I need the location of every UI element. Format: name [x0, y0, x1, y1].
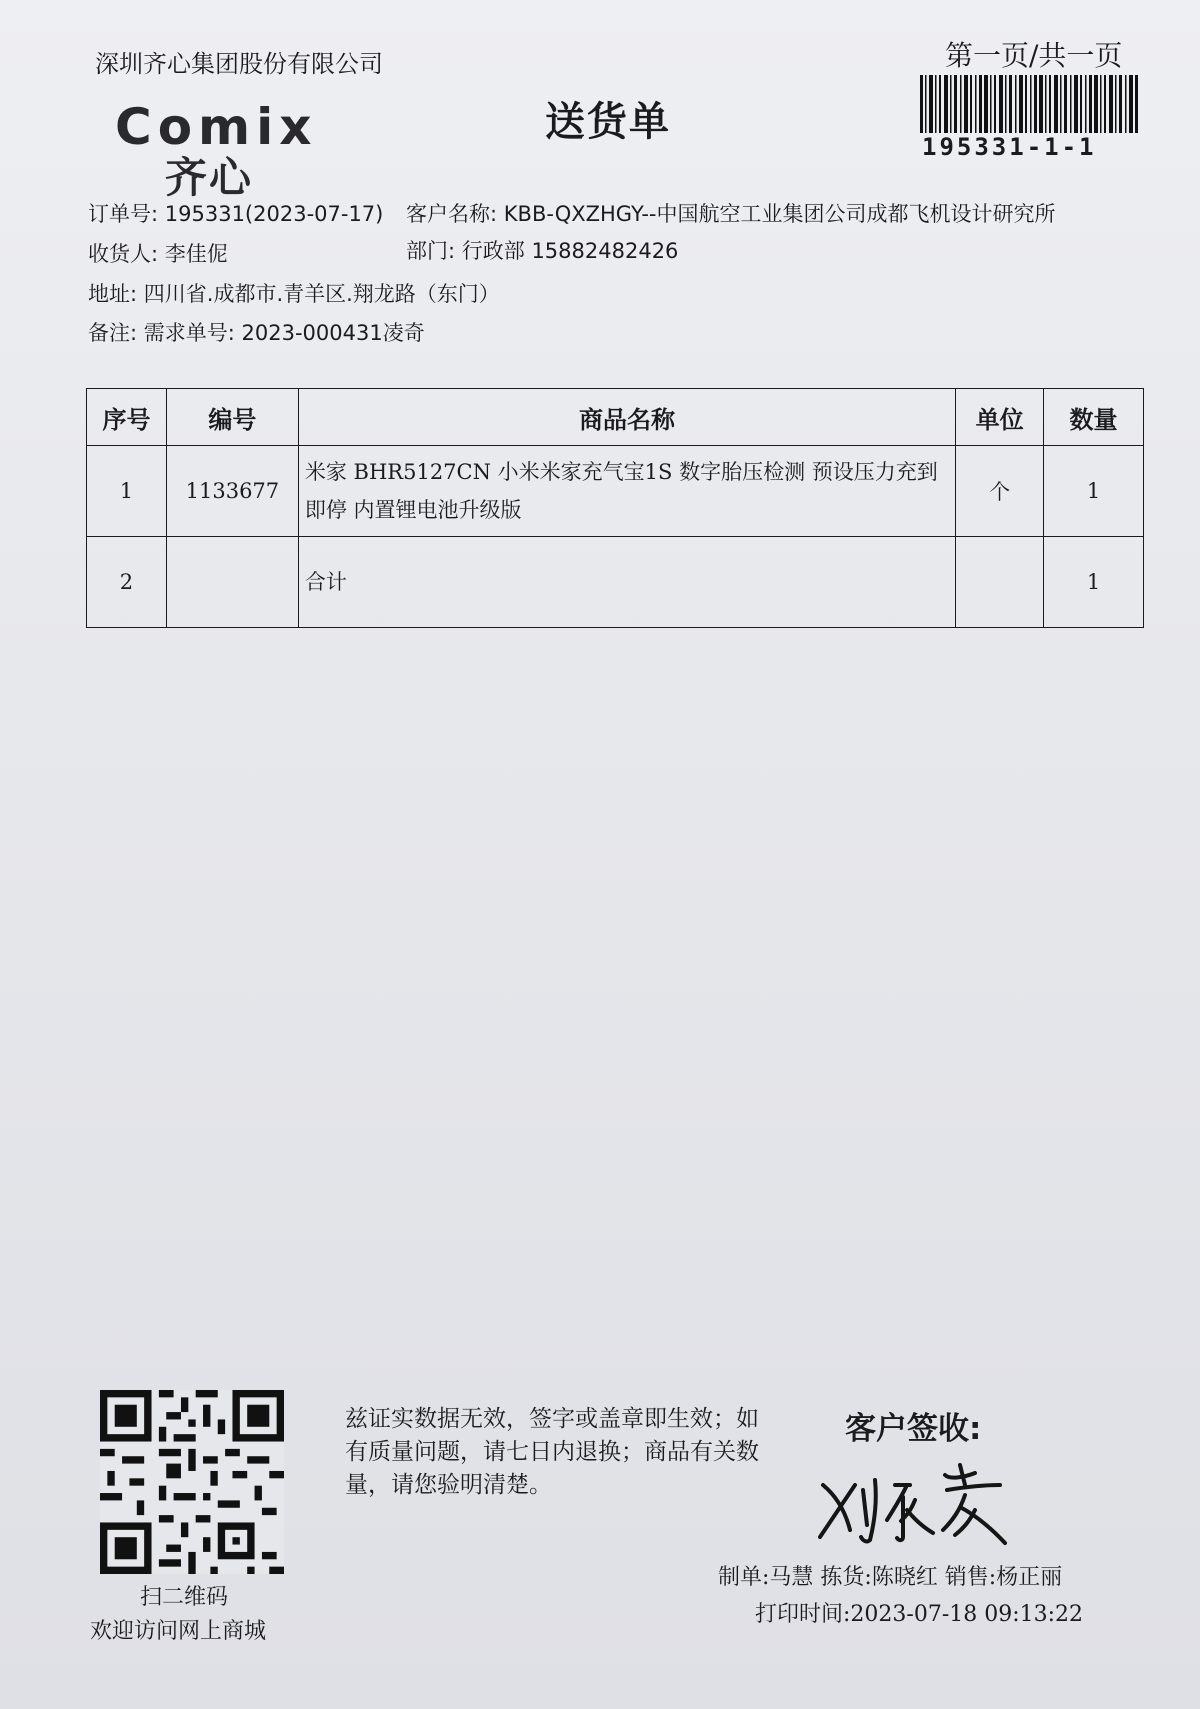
cell-code: 1133677 [166, 446, 298, 537]
page-info: 第一页/共一页 [945, 39, 1123, 72]
comix-logo-chinese: 齐心 [165, 153, 254, 202]
address: 地址: 四川省.成都市.青羊区.翔龙路（东门） [88, 282, 500, 306]
table-row [87, 537, 1144, 628]
notice-text: 兹证实数据无效，签字或盖章即生效；如有质量问题，请七日内退换；商品有关数量，请您验明清楚。 [345, 1406, 759, 1498]
document-title: 送货单 [545, 99, 671, 145]
qr-caption-welcome: 欢迎访问网上商城 [90, 1619, 267, 1644]
remark: 备注: 需求单号: 2023-000431凌奇 [88, 321, 425, 345]
col-seq: 序号 [87, 389, 167, 446]
qr-code [100, 1390, 284, 1574]
col-unit: 单位 [956, 389, 1044, 446]
items-table [86, 388, 1144, 628]
col-code: 编号 [166, 389, 298, 446]
col-name: 商品名称 [298, 389, 955, 446]
barcode-number: 195331-1-1 [922, 133, 1097, 161]
cell-code [166, 537, 298, 628]
cell-unit [956, 537, 1044, 628]
order-number: 订单号: 195331(2023-07-17) [88, 202, 384, 226]
customer-sign-label: 客户签收: [845, 1411, 982, 1447]
cell-seq: 2 [87, 537, 167, 628]
receiver: 收货人: 李佳伲 [88, 242, 228, 266]
customer-name: 客户名称: KBB-QXZHGY--中国航空工业集团公司成都飞机设计研究所 [406, 202, 1056, 226]
staff-info: 制单:马慧 拣货:陈晓红 销售:杨正丽 [718, 1565, 1063, 1590]
department: 部门: 行政部 15882482426 [406, 239, 679, 263]
barcode [920, 75, 1138, 133]
cell-qty: 1 [1044, 446, 1144, 537]
comix-logo: Comix [115, 98, 318, 156]
table-row [87, 446, 1144, 537]
col-qty: 数量 [1044, 389, 1144, 446]
cell-qty: 1 [1044, 537, 1144, 628]
cell-seq: 1 [87, 446, 167, 537]
table-header-row [87, 389, 1144, 446]
cell-name: 合计 [298, 537, 955, 628]
qr-caption-scan: 扫二维码 [140, 1585, 229, 1610]
cell-unit: 个 [956, 446, 1044, 537]
print-time: 打印时间:2023-07-18 09:13:22 [755, 1602, 1084, 1627]
company-name: 深圳齐心集团股份有限公司 [95, 50, 383, 78]
handwritten-signature [815, 1455, 1015, 1550]
cell-name: 米家 BHR5127CN 小米米家充气宝1S 数字胎压检测 预设压力充到即停 内置锂电池升级版 [298, 446, 955, 537]
